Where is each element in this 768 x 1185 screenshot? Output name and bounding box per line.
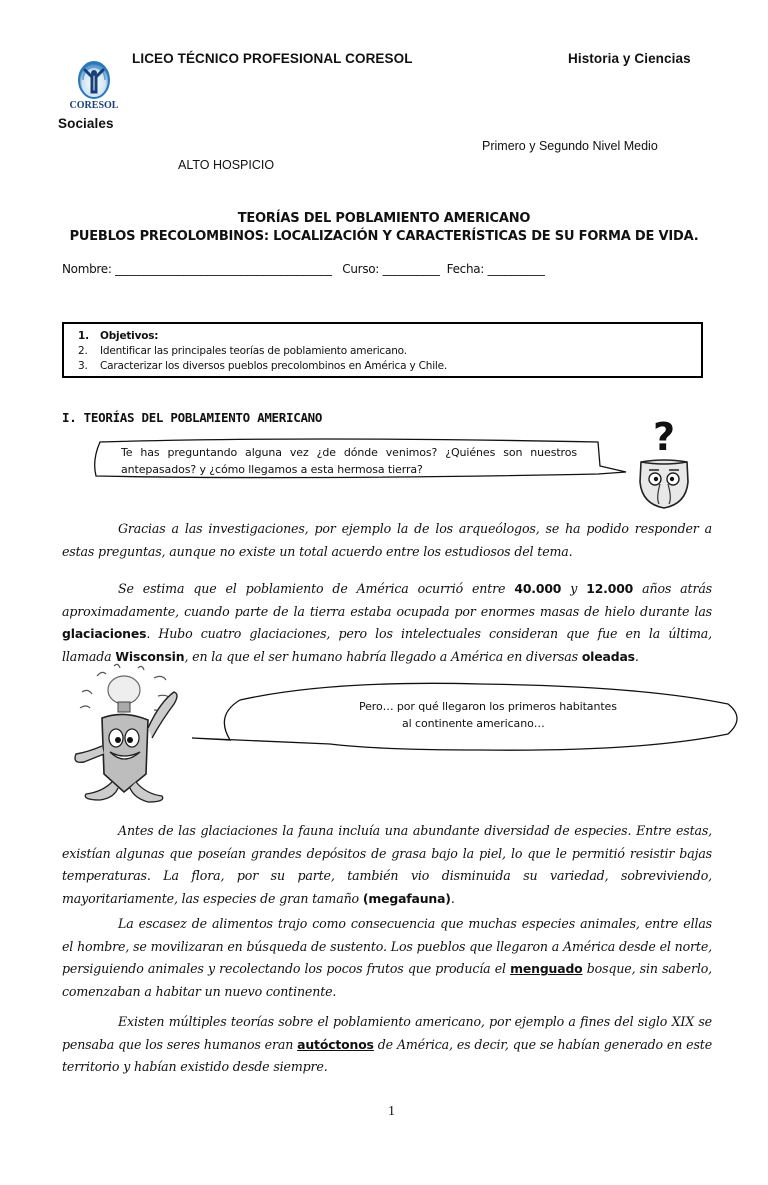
- term-wisconsin: Wisconsin: [115, 648, 185, 664]
- highlight-40000: 40.000: [514, 581, 562, 596]
- school-name: LICEO TÉCNICO PROFESIONAL CORESOL: [132, 51, 413, 66]
- subject-line-2: Sociales: [58, 116, 114, 131]
- city-label: ALTO HOSPICIO: [178, 158, 275, 172]
- objective-item: 2. Identificar las principales teorías de poblamiento americano.: [78, 345, 407, 357]
- level-label: Primero y Segundo Nivel Medio: [482, 139, 658, 153]
- date-field[interactable]: __________: [487, 262, 545, 276]
- course-label: Curso:: [342, 262, 380, 276]
- term-megafauna: (megafauna): [362, 890, 451, 906]
- objective-item: 3. Caracterizar los diversos pueblos precolombinos en América y Chile.: [78, 360, 448, 372]
- page-title: TEORÍAS DEL POBLAMIENTO AMERICANO: [237, 211, 531, 226]
- speech-bubble-1: Te has preguntando alguna vez ¿de dónde venimos? ¿Quiénes son nuestros antepasados? y ¿cómo llegamos a esta hermosa tierra?: [121, 446, 577, 476]
- highlight-12000: 12.000: [586, 581, 634, 596]
- term-menguado: menguado: [510, 961, 583, 976]
- name-label: Nombre:: [62, 262, 112, 276]
- subject-line-1: Historia y Ciencias: [568, 51, 691, 66]
- term-autoctonos: autóctonos: [297, 1036, 374, 1052]
- objective-item: 1. Objetivos:: [78, 330, 159, 342]
- section-heading: I. TEORÍAS DEL POBLAMIENTO AMERICANO: [62, 410, 323, 425]
- date-label: Fecha:: [446, 262, 485, 276]
- term-oleadas: oleadas: [581, 648, 635, 664]
- page-number: 1: [388, 1104, 395, 1119]
- paragraph-2: Se estima que el poblamiento de América ocurrió entre 40.000 y 12.000 años atrás aproximadamente, cuando parte de la tierra estaba ocupada por enormes masas de hielo durante las glaciaciones. Hubo cuatro glaciaciones, pero los intelectuales consideran que fue en la última, llamada Wisconsin, en la que el ser humano habría llegado a América en diversas oleadas.: [62, 581, 712, 664]
- speech-bubble-2: Pero… por qué llegaron los primeros habitantes al continente americano…: [359, 700, 617, 730]
- paragraph-3: Antes de las glaciaciones la fauna incluía una abundante diversidad de especies. Entre estas, existían algunas que poseían grandes depósitos de grasa bajo la piel, lo que le permitió resistir bajas temperaturas. La flora, por su parte, también vio disminuida su variedad, sobreviviendo, mayoritariamente, las especies de gran tamaño (megafauna).: [62, 823, 712, 906]
- svg-text:CORESOL: CORESOL: [69, 100, 119, 111]
- term-glaciaciones: glaciaciones: [62, 626, 147, 641]
- svg-text:?: ?: [652, 415, 676, 459]
- course-field[interactable]: __________: [382, 262, 440, 276]
- paragraph-4: La escasez de alimentos trajo como consecuencia que muchas especies animales, entre ellas el hombre, se movilizaran en búsqueda de sustento. Los pueblos que llegaron a América desde el norte, persiguiendo animales y recolectando los pocos frutos que producía el menguado bosque, sin saberlo, comenzaban a habitar un nuevo continente.: [62, 916, 712, 999]
- name-field[interactable]: ______________________________________: [115, 262, 332, 276]
- paragraph-5: Existen múltiples teorías sobre el poblamiento americano, por ejemplo a fines del siglo XIX se pensaba que los seres humanos eran autóctonos de América, es decir, que se habían generado en este territorio y habían existido desde siempre.: [62, 1014, 712, 1074]
- paragraph-1: Gracias a las investigaciones, por ejemplo la de los arqueólogos, se ha podido responder a estas preguntas, aunque no existe un total acuerdo entre los estudiosos del tema.: [62, 521, 712, 559]
- page-subtitle: PUEBLOS PRECOLOMBINOS: LOCALIZACIÓN Y CARACTERÍSTICAS DE SU FORMA DE VIDA.: [69, 229, 699, 244]
